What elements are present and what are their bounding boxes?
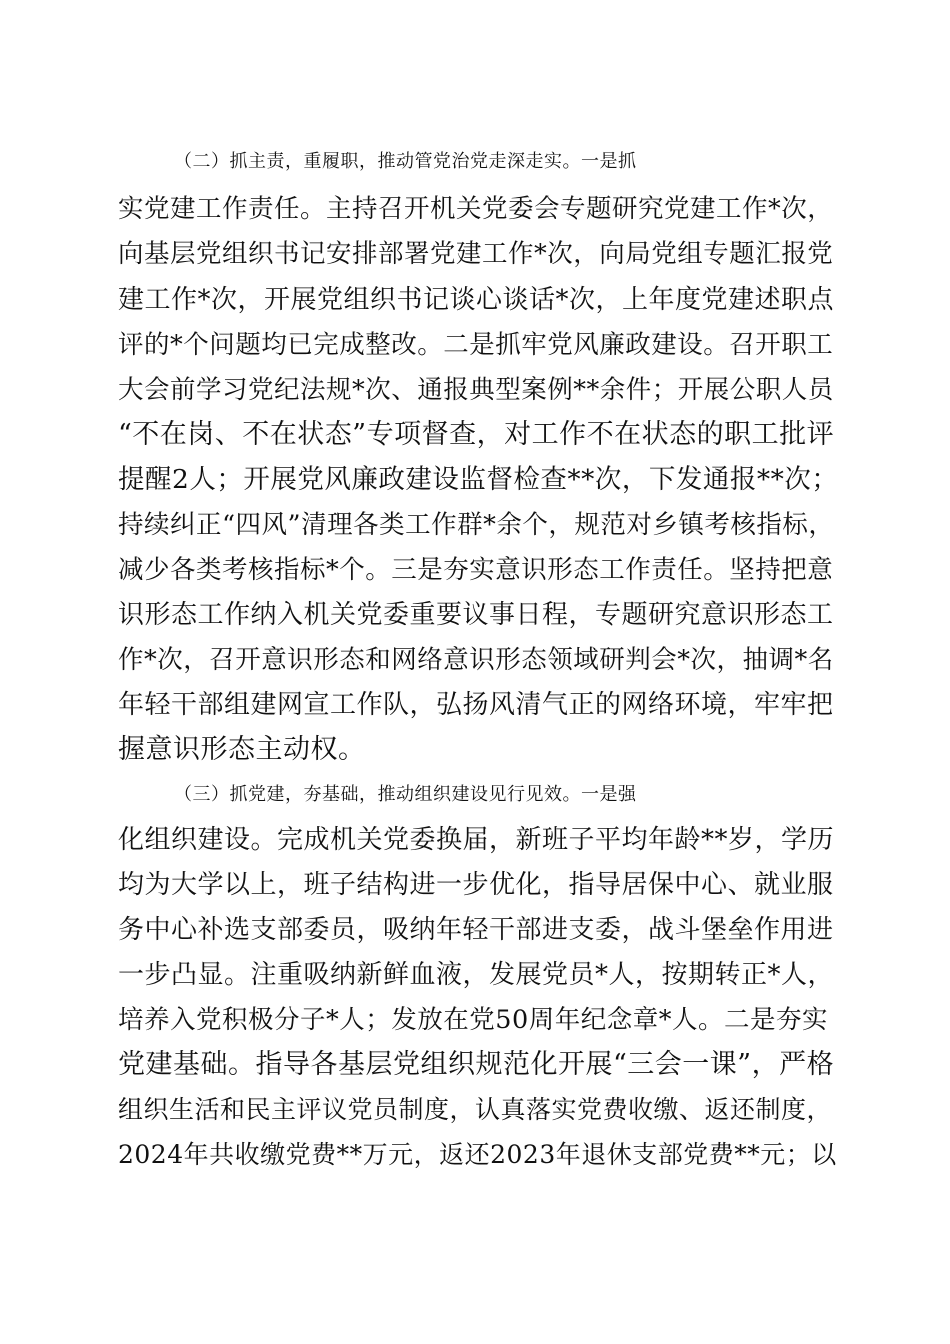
paragraph-line: 持续纠正“四风”清理各类工作群*余个，规范对乡镇考核指标，: [118, 510, 835, 540]
paragraph-line: 评的*个问题均已完成整改。二是抓牢党风廉政建设。召开职工: [118, 330, 834, 360]
paragraph-line: 大会前学习党纪法规*次、通报典型案例**余件；开展公职人员: [118, 375, 834, 405]
paragraph-line: 提醒2人；开展党风廉政建设监督检查**次，下发通报**次；: [118, 464, 839, 495]
paragraph-line: 建工作*次，开展党组织书记谈心谈话*次，上年度党建述职点: [118, 285, 835, 315]
paragraph-line: 年轻干部组建网宣工作队，弘扬风清气正的网络环境，牢牢把: [118, 690, 834, 720]
paragraph-line: 一步凸显。注重吸纳新鲜血液，发展党员*人，按期转正*人，: [118, 960, 835, 990]
paragraph-line: 减少各类考核指标*个。三是夯实意识形态工作责任。坚持把意: [118, 555, 834, 585]
paragraph-line: 实党建工作责任。主持召开机关党委会专题研究党建工作*次，: [118, 194, 834, 224]
paragraph-line: 务中心补选支部委员，吸纳年轻干部进支委，战斗堡垒作用进: [118, 915, 834, 945]
paragraph-line: 向基层党组织书记安排部署党建工作*次，向局党组专题汇报党: [118, 239, 834, 269]
paragraph-line: 握意识形态主动权。: [118, 734, 366, 765]
paragraph-line: 化组织建设。完成机关党委换届，新班子平均年龄**岁，学历: [118, 825, 835, 855]
paragraph-line: 党建基础。指导各基层党组织规范化开展“三会一课”，严格: [118, 1049, 835, 1080]
paragraph-line: 组织生活和民主评议党员制度，认真落实党费收缴、返还制度，: [118, 1095, 833, 1124]
paragraph-line: 识形态工作纳入机关党委重要议事日程，专题研究意识形态工: [118, 600, 834, 630]
paragraph-line: “不在岗、不在状态”专项督查，对工作不在状态的职工批评: [118, 419, 835, 450]
paragraph-line: 作*次，召开意识形态和网络意识形态领域研判会*次，抽调*名: [118, 645, 834, 675]
paragraph-line: （二）抓主责，重履职，推动管党治党走深走实。一是抓: [174, 151, 637, 172]
paragraph-line: （三）抓党建，夯基础，推动组织建设见行见效。一是强: [174, 784, 637, 805]
paragraph-line: 均为大学以上，班子结构进一步优化，指导居保中心、就业服: [118, 870, 834, 900]
paragraph-line: 2024年共收缴党费**万元，返还2023年退休支部党费**元；以: [118, 1140, 837, 1169]
paragraph-line: 培养入党积极分子*人；发放在党50周年纪念章*人。二是夯实: [118, 1005, 828, 1035]
